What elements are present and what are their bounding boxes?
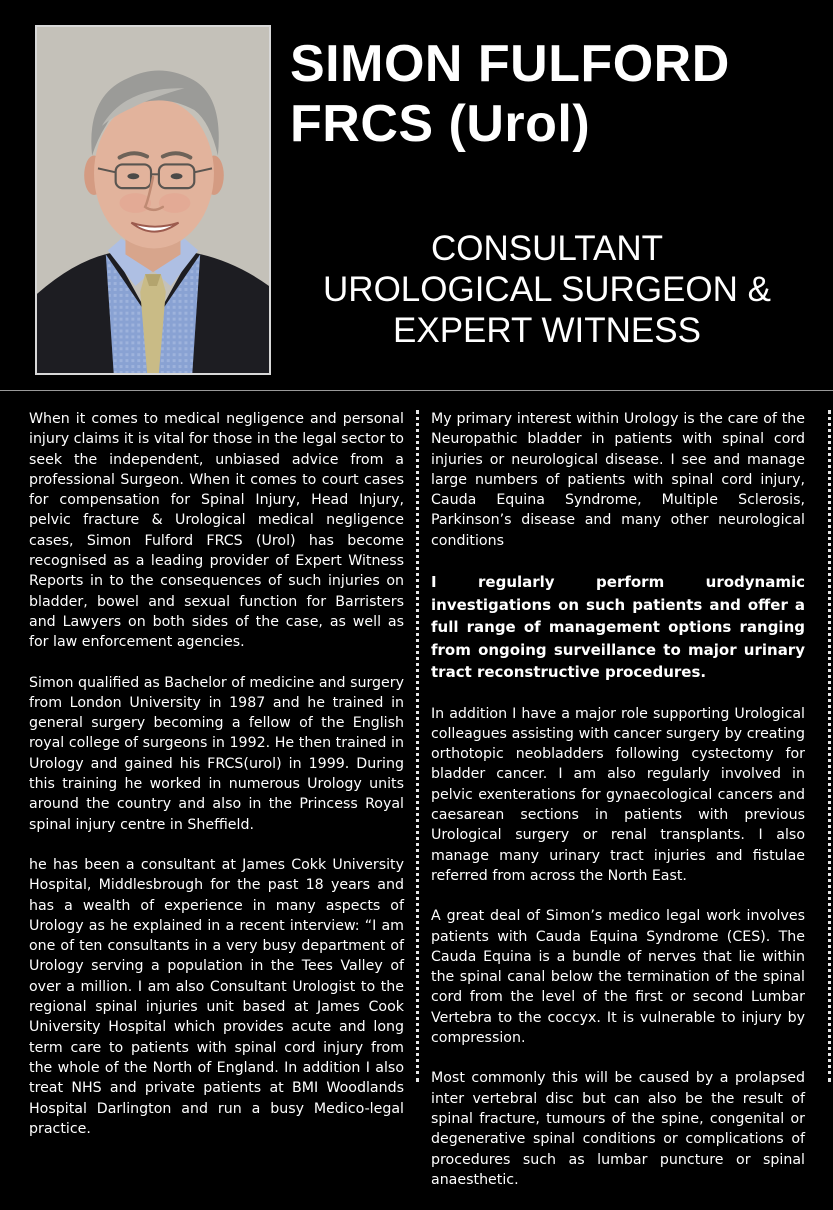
right-column [431,409,805,1210]
title-line-2: UROLOGICAL SURGEON & [323,270,771,309]
title-line-1: CONSULTANT [430,229,664,268]
right-paragraph-bold: I regularly perform urodynamic investigations on such patients and offer a full range of management options ranging from ongoing surveillance to major urinary tract reconstructive procedures. [431,573,805,682]
name-line-1: SIMON FULFORD [290,35,730,93]
right-paragraph-5: Most commonly this will be caused by a prolapsed inter vertebral disc but can also be the result of spinal fracture, tumours of the spine, congenital or degenerative spinal conditions or complications of procedures such as lumbar puncture or spinal anaesthetic. [431,1070,805,1188]
doctor-name [290,34,820,154]
header [0,0,833,390]
right-edge-dotted [828,410,831,1082]
name-line-2: FRCS (Urol) [290,95,591,153]
right-paragraph-3: In addition I have a major role supporting Urological colleagues assisting with cancer surgery by creating orthotopic neobladders following cystectomy for bladder cancer. I am also regularly involved in pelvic exenterations for gynaecological cancers and caesarean sections in patients with previous Urological surgery or renal transplants. I also manage many urinary tract injuries and fistulae referred from across the North East. [431,705,805,884]
portrait-illustration [37,27,269,373]
left-column [29,409,404,1159]
left-paragraph-1: When it comes to medical negligence and personal injury claims it is vital for those in the legal sector to seek the independent, unbiased advice from a professional Surgeon. When it comes to court cases for compensation for Spinal Injury, Head Injury, pelvic fracture & Urological medical negligence cases, Simon Fulford FRCS (Urol) has become recognised as a leading provider of Expert Witness Reports in to the consequences of such injuries on bladder, bowel and sexual function for Barristers and Lawyers on both sides of the case, as well as for law enforcement agencies. [29,411,404,651]
left-paragraph-2: Simon qualified as Bachelor of medicine and surgery from London University in 1987 and he trained in general surgery becoming a fellow of the English royal college of surgeons in 1992. He then trained in Urology and gained his FRCS(urol) in 1999. During this training he worked in numerous Urology units around the country and also in the Princess Royal spinal injury centre in Sheffield. [29,674,404,833]
right-paragraph-1: My primary interest within Urology is the care of the Neuropathic bladder in patients with spinal cord injuries or neurological disease. I see and manage large numbers of patients with spinal cord injury, Cauda Equina Syndrome, Multiple Sclerosis, Parkinson’s disease and many other neurological conditions [431,411,805,549]
right-paragraph-4: A great deal of Simon’s medico legal work involves patients with Cauda Equina Syndrome (CES). The Cauda Equina is a bundle of nerves that lie within the spinal canal below the termination of the spinal cord from the level of the first or second Lumbar Vertebra to the coccyx. It is vulnerable to injury by compression. [431,908,805,1047]
job-title [292,228,802,351]
title-line-3: EXPERT WITNESS [393,311,701,350]
left-paragraph-3: he has been a consultant at James Cokk University Hospital, Middlesbrough for the past 18 years and has a wealth of experience in many aspects of Urology as he explained in a recent interview: “I am one of ten consultants in a very busy department of Urology serving a population in the Tees Valley of over a million. I am also Consultant Urologist to the regional spinal injuries unit based at James Cook University Hospital which provides acute and long term care to patients with spinal cord injury from the whole of the North of England. In addition I also treat NHS and private patients at BMI Woodlands Hospital Darlington and run a busy Medico-legal practice. [29,856,404,1137]
portrait-photo [35,25,271,375]
header-divider [0,390,833,391]
column-divider-dotted [416,410,419,1082]
